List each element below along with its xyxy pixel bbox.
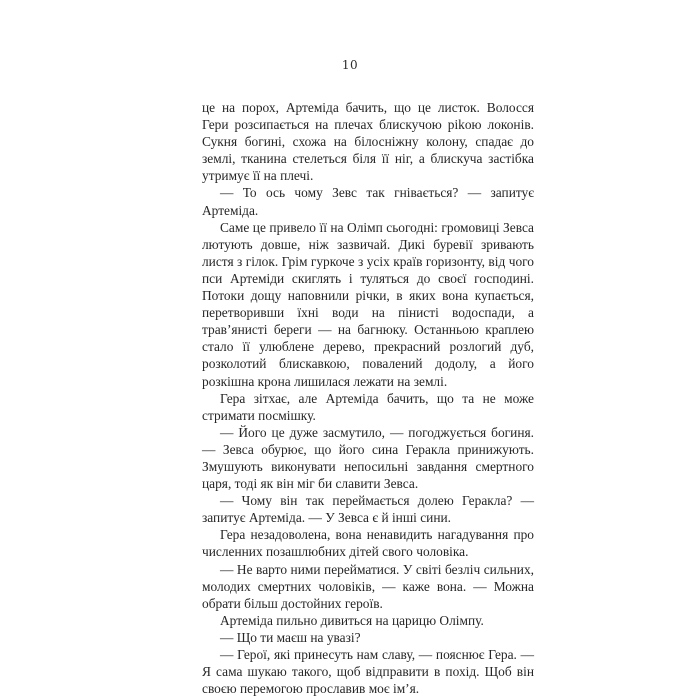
paragraph-3: Саме це привело її на Олімп сьогодні: громовиці Зевса лютують довше, ніж зазвичай. Дикі буревії зривають листя з гілок. Грім гуркоче з усіх країв горизонту, від чого пси Артеміди скиглять і туляться до своєї господині. Потоки дощу наповнили річки, в яких вона купається, перетворивши їхні води на пінисті водоспади, а трав’янисті береги — на багнюку. Останньою краплею стало її улюблене дерево, прекрасний розлогий дуб, розколотий блискавкою, повалений додолу, а його розкішна крона лишилася лежати на землі. <box>202 219 534 389</box>
paragraph-2: — То ось чому Зевс так гнівається? — запитує Артеміда. <box>202 185 534 218</box>
paragraph-9: Артеміда пильно дивиться на царицю Олімпу. <box>220 612 484 628</box>
paragraph-6: — Чому він так переймається долею Геракла? — запитує Артеміда. — У Зевса є й інші сини. <box>202 493 534 526</box>
page-body-text <box>202 99 534 697</box>
paragraph-7: Гера незадоволена, вона ненавидить нагадування про численних позашлюбних дітей свого чоловіка. <box>202 527 534 560</box>
paragraph-5: — Його це дуже засмутило, — погоджується богиня. — Зевса обурює, що його сина Геракла принижують. Змушують виконувати непосильні завдання смертного царя, тоді як він міг би славити Зевса. <box>202 424 534 492</box>
page-number: 10 <box>341 58 359 72</box>
paragraph-1: це на порох, Артеміда бачить, що це листок. Волосся Гери розсипається на плечах блискучою ріkою локонів. Сукня богині, схожа на білосніжну колону, спадає до землі, тканина стелеться біля її ніг, а блискуча застібка утримує її на плечі. <box>202 100 534 184</box>
paragraph-10: — Що ти маєш на увазі? <box>220 629 361 645</box>
paragraph-11: — Герої, які принесуть нам славу, — пояснює Гера. — Я сама шукаю такого, щоб відправити в похід. Щоб він своєю перемогою прославив моє ім’я. <box>202 647 534 697</box>
paragraph-8: — Не варто ними перейматися. У світі безліч сильних, молодих смертних чоловіків, — каже вона. — Можна обрати більш достойних героїв. <box>202 561 534 611</box>
paragraph-4: Гера зітхає, але Артеміда бачить, що та не може стримати посмішку. <box>202 390 534 423</box>
